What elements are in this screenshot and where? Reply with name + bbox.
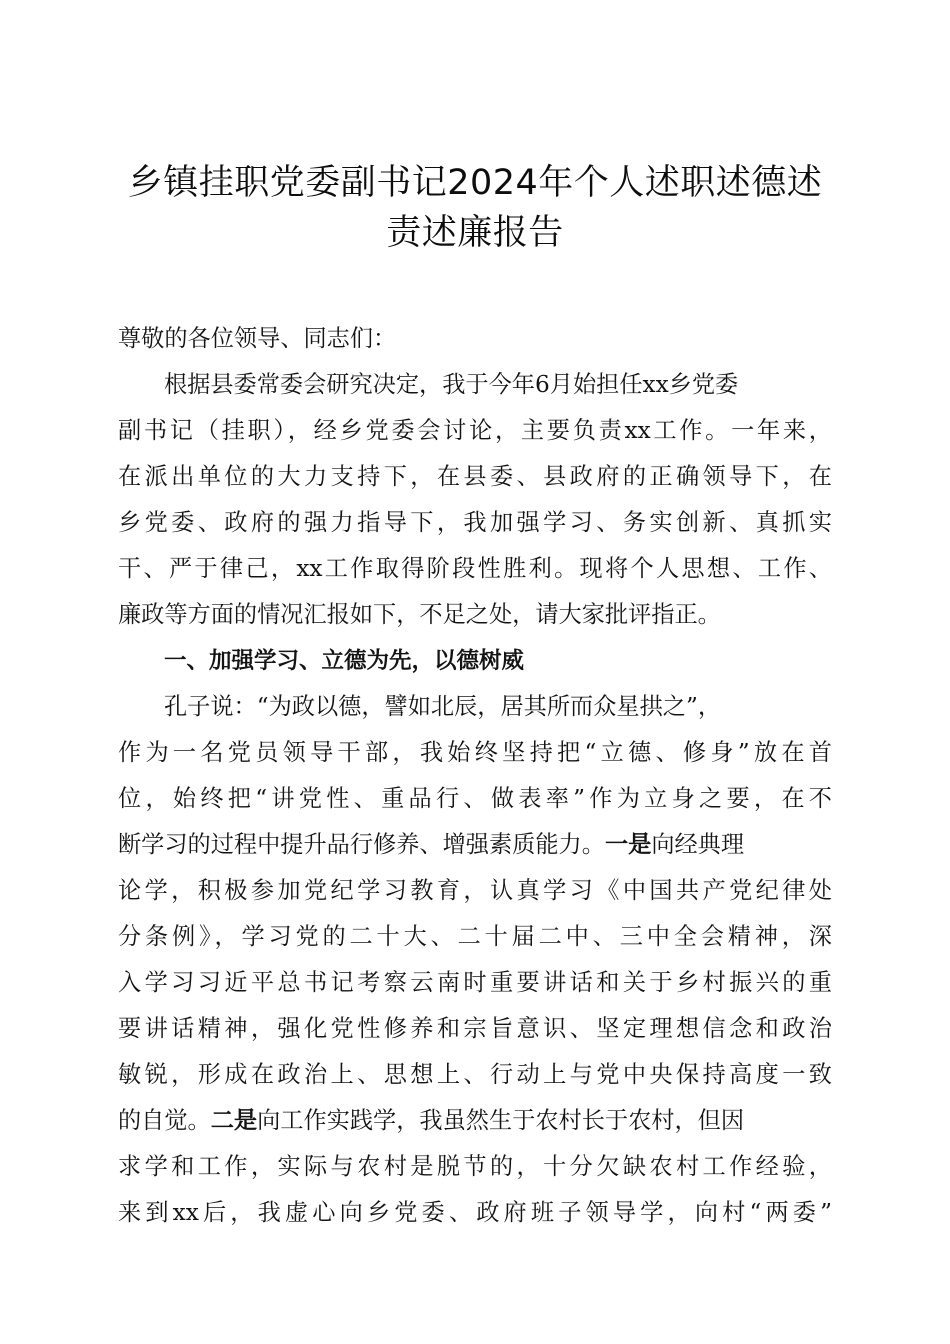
paragraph-line	[118, 1098, 832, 1144]
paragraph-line: 敏锐，形成在政治上、思想上、行动上与党中央保持高度一致	[118, 1061, 832, 1088]
title-line-2: 责述廉报告	[386, 213, 564, 253]
paragraph-line: 副书记（挂职），经乡党委会讨论，主要负责xx工作。一年来，	[118, 417, 832, 444]
paragraph-line: 入学习习近平总书记考察云南时重要讲话和关于乡村振兴的重	[118, 969, 832, 996]
paragraph-line: 乡党委、政府的强力指导下，我加强学习、务实创新、真抓实	[118, 509, 832, 536]
line-text: 断学习的过程中提升品行修养、增强素质能力。	[118, 831, 605, 858]
section-heading-1: 一、加强学习、立德为先，以德树威	[164, 648, 525, 674]
paragraph-line: 根据县委常委会研究决定，我于今年6月始担任xx乡党委	[164, 371, 739, 398]
line-text: 向经典理	[651, 831, 745, 858]
title-line-1: 乡镇挂职党委副书记2024年个人述职述德述	[127, 163, 823, 203]
paragraph-line: 在派出单位的大力支持下，在县委、县政府的正确领导下，在	[118, 463, 832, 490]
paragraph-line: 论学，积极参加党纪学习教育，认真学习《中国共产党纪律处	[118, 877, 832, 904]
paragraph-line: 来到xx后，我虚心向乡党委、政府班子领导学，向村“两委”	[118, 1199, 832, 1226]
emphasis-first: 一是	[604, 831, 652, 858]
paragraph-line: 求学和工作，实际与农村是脱节的，十分欠缺农村工作经验，	[118, 1153, 832, 1180]
document-body	[118, 316, 832, 1236]
document-title	[100, 158, 850, 258]
line-text: 向工作实践学，我虽然生于农村长于农村，但因	[257, 1107, 745, 1134]
paragraph-line: 干、严于律己，xx工作取得阶段性胜利。现将个人思想、工作、	[118, 555, 832, 582]
paragraph-section-1	[118, 684, 832, 1236]
emphasis-second: 二是	[210, 1107, 258, 1134]
salutation: 尊敬的各位领导、同志们：	[118, 325, 397, 352]
paragraph-line: 位，始终把“讲党性、重品行、做表率”作为立身之要，在不	[118, 785, 832, 812]
paragraph-line	[118, 822, 832, 868]
paragraph-line: 孔子说：“为政以德，譬如北辰，居其所而众星拱之”，	[164, 693, 722, 720]
paragraph-line: 分条例》，学习党的二十大、二十届二中、三中全会精神，深	[118, 923, 832, 950]
line-text: 的自觉。	[118, 1107, 211, 1134]
paragraph-line: 作为一名党员领导干部，我始终坚持把“立德、修身”放在首	[118, 739, 832, 766]
paragraph-line: 廉政等方面的情况汇报如下，不足之处，请大家批评指正。	[118, 601, 721, 628]
paragraph-line: 要讲话精神，强化党性修养和宗旨意识、坚定理想信念和政治	[118, 1015, 832, 1042]
paragraph-intro	[118, 362, 832, 638]
